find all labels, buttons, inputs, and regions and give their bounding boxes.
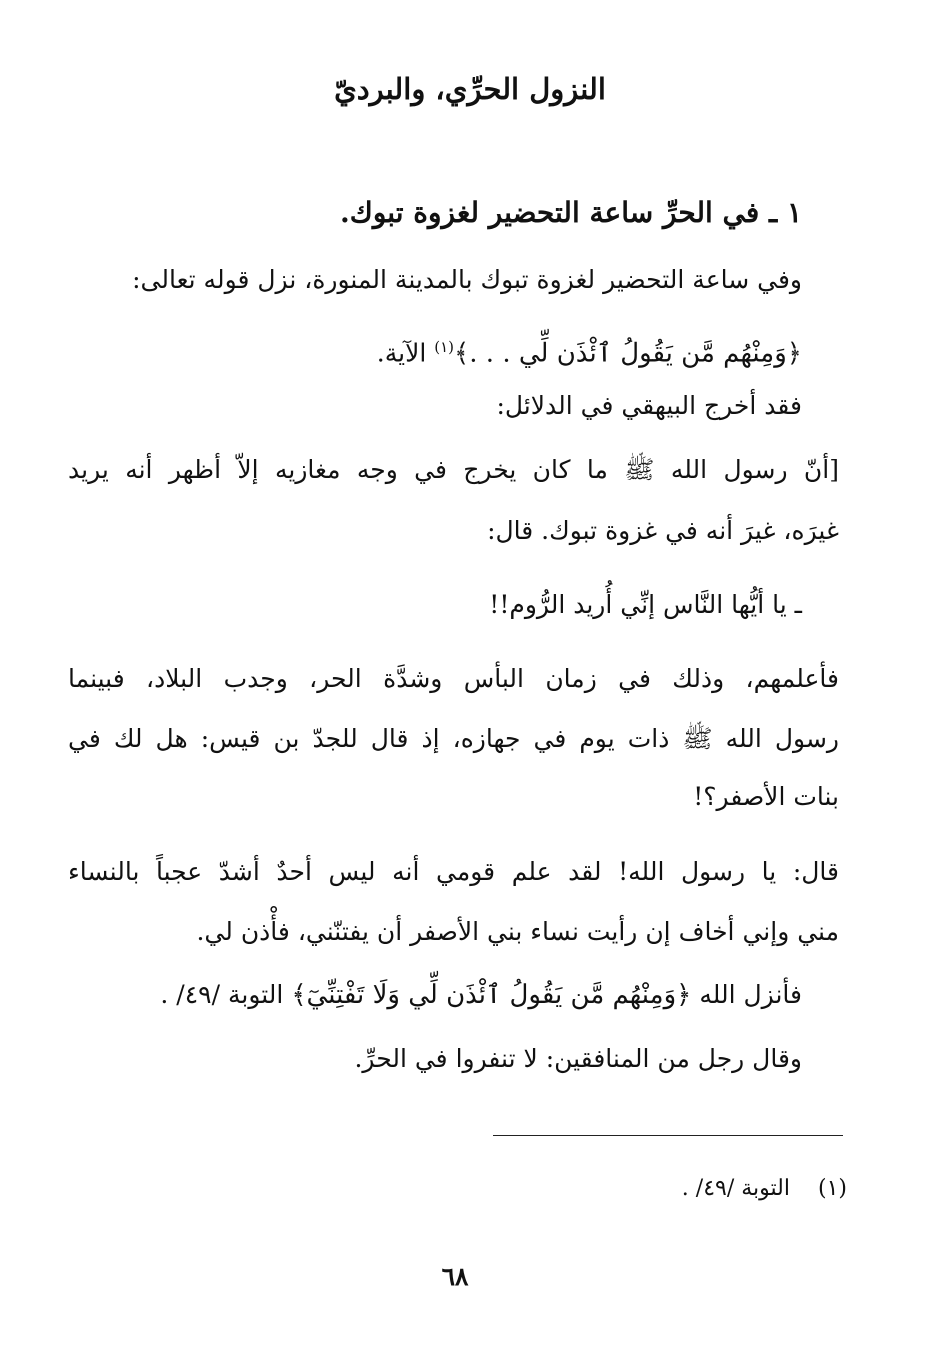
- footnote-marker: (١): [817, 1176, 847, 1201]
- page-title: النزول الحرِّي، والبرديّ: [334, 72, 606, 106]
- footnote: [682, 1176, 847, 1201]
- verse-suffix: الآية.: [376, 338, 427, 368]
- hadith-quote: ـ يا أيُّها النَّاس إنِّي أُريد الرُّوم!!: [489, 590, 802, 619]
- verse-2-reference: التوبة /٤٩/ .: [160, 980, 284, 1009]
- hadith-line-1: [أنّ رسول الله ﷺ ما كان يخرج في وجه مغازيه إلاّ أظهر أنه يريد: [68, 455, 839, 484]
- paragraph-line-6a: قال: يا رسول الله! لقد علم قومي أنه ليس أحدٌ أشدّ عجباً بالنساء: [68, 857, 839, 886]
- footnote-divider: [493, 1135, 843, 1136]
- paragraph-line-5b: رسول الله ﷺ ذات يوم في جهازه، إذ قال للجدّ بن قيس: هل لك في: [68, 724, 839, 753]
- paragraph-source: فقد أخرج البيهقي في الدلائل:: [496, 391, 802, 420]
- verse-2-prefix: فأنزل الله: [699, 980, 802, 1009]
- quran-verse-2-line: [160, 978, 802, 1012]
- paragraph-line-5c: بنات الأصفر؟!: [693, 782, 839, 811]
- paragraph-line-5a: فأعلمهم، وذلك في زمان البأس وشدَّة الحر، وجدب البلاد، فبينما: [68, 664, 839, 693]
- paragraph-intro: وفي ساعة التحضير لغزوة تبوك بالمدينة المنورة، نزل قوله تعالى:: [132, 265, 802, 294]
- quran-verse-line: [377, 330, 802, 370]
- paragraph-closing: وقال رجل من المنافقين: لا تنفروا في الحرِّ.: [354, 1044, 802, 1073]
- page-number: ٦٨: [441, 1262, 469, 1291]
- paragraph-line-6b: مني وإني أخاف إن رأيت نساء بني الأصفر أن يفتنّني، فأْذن لي.: [196, 917, 839, 946]
- quran-verse-1: ﴿وَمِنْهُم مَّن يَقُولُ ٱئْذَن لِّي . . .﴾: [454, 338, 802, 369]
- footnote-ref-marker: (١): [434, 338, 455, 356]
- hadith-line-2: غيرَه، غيرَ أنه في غزوة تبوك. قال:: [487, 516, 839, 545]
- footnote-text: التوبة /٤٩/ .: [681, 1176, 790, 1201]
- section-heading: ١ ـ في الحرِّ ساعة التحضير لغزوة تبوك.: [340, 196, 802, 229]
- quran-verse-2: ﴿وَمِنْهُم مَّن يَقُولُ ٱئْذَن لِّي وَلَا تَفْتِنِّيٓ﴾: [291, 980, 692, 1010]
